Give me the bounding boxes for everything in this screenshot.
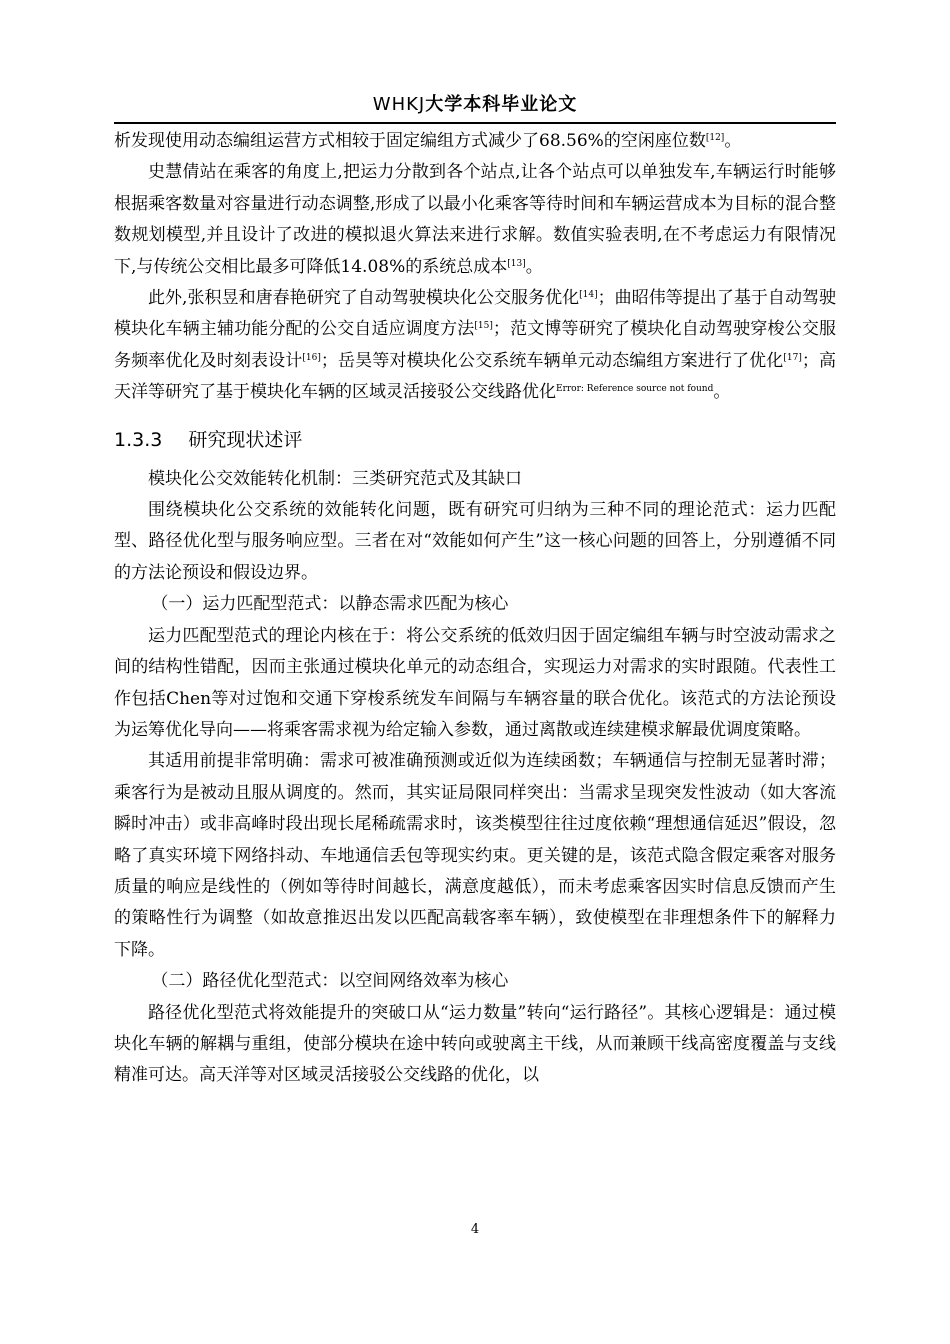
paragraph-6: 其适用前提非常明确：需求可被准确预测或近似为连续函数；车辆通信与控制无显著时滞；乘客行为是被动且服从调度的。然而，其实证局限同样突出：当需求呈现突发性波动（如大客流瞬时冲击）或非高峰时段出现长尾稀疏需求时，该类模型往往过度依赖“理想通信延迟”假设，忽略了真实环境下网络抖动、车地通信丢包等现实约束。更关键的是，该范式隐含假定乘客对服务质量的响应是线性的（例如等待时间越长，满意度越低），而未考虑乘客因实时信息反馈而产生的策略性行为调整（如故意推迟出发以匹配高载客率车辆），致使模型在非理想条件下的解释力下降。	[114, 751, 836, 960]
citation-13[interactable]: [13]	[507, 258, 526, 269]
citation-17[interactable]: [17]	[783, 352, 802, 363]
citation-16[interactable]: [16]	[302, 352, 321, 363]
reference-error: Error: Reference source not found	[556, 384, 714, 395]
header-prefix: WHKJ	[372, 94, 426, 115]
paragraph-3-text-d: ；岳昊等对模块化公交系统车辆单元动态编组方案进行了优化	[320, 350, 784, 371]
citation-12[interactable]: [12]	[705, 133, 725, 143]
citation-14[interactable]: [14]	[579, 290, 598, 301]
paragraph-3-text-a: 此外,张积昱和唐春艳研究了自动驾驶模块化公交服务优化	[148, 288, 580, 309]
page-number: 4	[470, 1222, 480, 1237]
paragraph-3-text-e: ；高天洋等研究了基于模块化车辆的区域灵活接驳公交线路优化	[114, 350, 837, 403]
subheading-1: 模块化公交效能转化机制：三类研究范式及其缺口	[148, 468, 522, 489]
subheading-2: （一）运力匹配型范式：以静态需求匹配为核心	[151, 594, 509, 615]
paragraph-2-text: 史慧倩站在乘客的角度上,把运力分散到各个站点,让各个站点可以单独发车,车辆运行时能够根据乘客数量对容量进行动态调整,形成了以最小化乘客等待时间和车辆运营成本为目标的混合整数规划模型,并且设计了改进的模拟退火算法来进行求解。数值实验表明,在不考虑运力有限情况下,与传统公交相比最多可降低14.08%的系统总成本	[114, 162, 836, 277]
paragraph-3-text-c: ；范文博等研究了模块化自动驾驶穿梭公交服务频率优化及时刻表设计	[114, 319, 837, 371]
paragraph-1-end: 。	[724, 131, 742, 151]
citation-15[interactable]: [15]	[474, 321, 493, 332]
header-title	[373, 94, 577, 115]
paragraph-1	[114, 126, 836, 157]
paragraph-7: 路径优化型范式将效能提升的突破口从“运力数量”转向“运行路径”。其核心逻辑是：通过模块化车辆的解耦与重组，使部分模块在途中转向或驶离主干线，从而兼顾干线高密度覆盖与支线精准可达。高天洋等对区域灵活接驳公交线路的优化，以	[114, 1002, 836, 1086]
header-thesis-title: 大学本科毕业论文	[425, 94, 578, 115]
section-title: 研究现状述评	[188, 428, 303, 451]
paragraph-3-text-b: ；曲昭伟等提出了基于自动驾驶模块化车辆主辅功能分配的公交自适应调度方法	[114, 288, 837, 340]
document-body	[114, 126, 836, 1092]
paragraph-5: 运力匹配型范式的理论内核在于：将公交系统的低效归因于固定编组车辆与时空波动需求之间的结构性错配，因而主张通过模块化单元的动态组合，实现运力对需求的实时跟随。代表性工作包括Chen等对过饱和交通下穿梭系统发车间隔与车辆容量的联合优化。该范式的方法论预设为运筹优化导向——将乘客需求视为给定输入参数，通过离散或连续建模求解最优调度策略。	[114, 625, 836, 740]
paragraph-1-text: 析发现使用动态编组运营方式相较于固定编组方式减少了68.56%的空闲座位数	[114, 131, 706, 151]
page-header	[114, 88, 836, 124]
paragraph-3	[114, 283, 836, 409]
paragraph-2-end: 。	[525, 256, 543, 277]
paragraph-3-end: 。	[713, 382, 731, 403]
subheading-3: （二）路径优化型范式：以空间网络效率为核心	[151, 971, 509, 992]
paragraph-2	[114, 157, 836, 283]
section-heading	[114, 425, 836, 455]
section-number: 1.3.3	[114, 428, 163, 451]
paragraph-4: 围绕模块化公交系统的效能转化问题，既有研究可归纳为三种不同的理论范式：运力匹配型、路径优化型与服务响应型。三者在对“效能如何产生”这一核心问题的回答上，分别遵循不同的方法论预设和假设边界。	[114, 500, 836, 583]
